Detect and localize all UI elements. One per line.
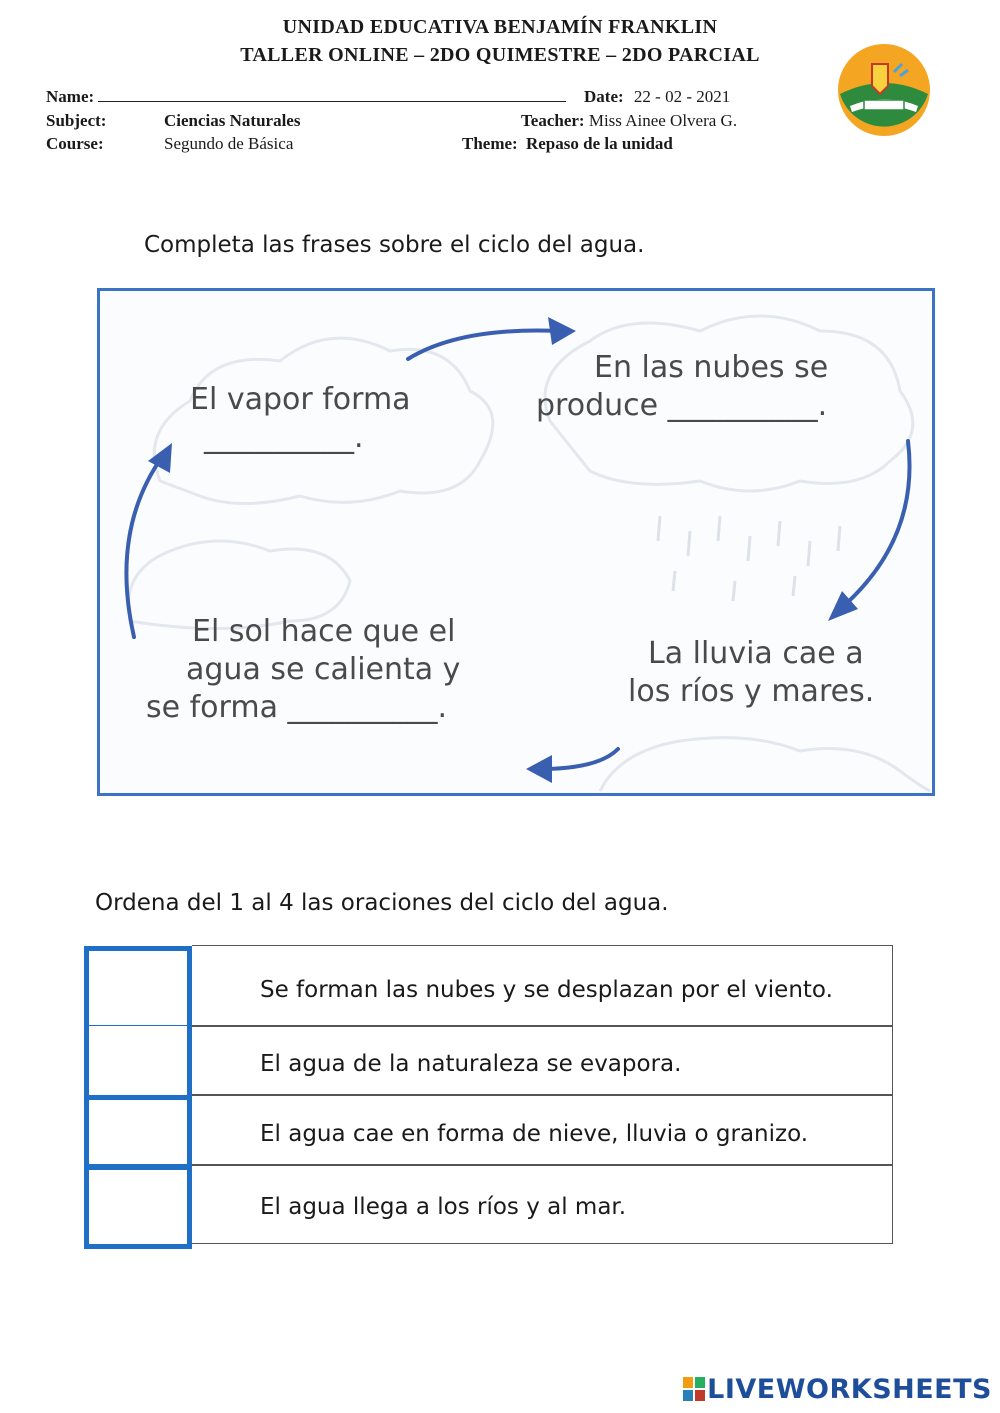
date-label: Date:	[584, 87, 624, 106]
theme-label: Theme:	[462, 134, 518, 153]
order-sentence: El agua de la naturaleza se evapora.	[260, 1051, 682, 1077]
subject-value: Ciencias Naturales	[164, 111, 301, 130]
teacher-label: Teacher:	[521, 111, 585, 130]
order-answer-box[interactable]	[84, 946, 192, 1030]
order-answer-box[interactable]	[84, 1095, 192, 1169]
name-label: Name:	[46, 87, 95, 106]
table-row	[192, 1026, 893, 1095]
table-row	[192, 1095, 893, 1165]
date-value: 22 - 02 - 2021	[633, 87, 731, 106]
order-sentence: Se forman las nubes y se desplazan por el viento.	[260, 977, 833, 1003]
order-answer-box[interactable]	[84, 1026, 192, 1100]
date-row	[584, 87, 730, 107]
cycle-text-vapor: El vapor forma __________.	[190, 382, 411, 455]
liveworksheets-logo	[683, 1374, 992, 1405]
table-row	[192, 945, 893, 1026]
arrow-left	[126, 457, 162, 637]
school-logo	[836, 42, 932, 138]
name-input-line[interactable]	[98, 101, 566, 102]
teacher-value: Miss Ainee Olvera G.	[588, 111, 738, 130]
order-sentence: El agua cae en forma de nieve, lluvia o granizo.	[260, 1121, 809, 1147]
arrow-right	[838, 441, 910, 611]
table-row	[192, 1165, 893, 1244]
course-value: Segundo de Básica	[164, 134, 294, 153]
teacher-row	[521, 111, 737, 131]
school-name: UNIDAD EDUCATIVA BENJAMÍN FRANKLIN	[282, 16, 718, 38]
course-label: Course:	[46, 134, 104, 153]
liveworksheets-text: LIVEWORKSHEETS	[707, 1374, 992, 1405]
cycle-text-sun: El sol hace que el agua se calienta y se forma __________.	[146, 614, 461, 725]
name-row	[46, 87, 566, 107]
theme-row	[462, 134, 673, 154]
order-answer-box[interactable]	[84, 1165, 192, 1249]
cycle-text-rain: La lluvia cae a los ríos y mares.	[628, 636, 875, 709]
cycle-text-clouds: En las nubes se produce __________.	[536, 350, 829, 423]
exercise2-instruction: Ordena del 1 al 4 las oraciones del ciclo del agua.	[95, 890, 669, 916]
subject-label: Subject:	[46, 111, 107, 130]
water-cycle-diagram	[97, 288, 935, 796]
workshop-title: TALLER ONLINE – 2DO QUIMESTRE – 2DO PARCIAL	[240, 44, 760, 66]
lw-badge-icon	[683, 1377, 705, 1401]
exercise1-instruction: Completa las frases sobre el ciclo del agua.	[144, 232, 645, 258]
theme-value: Repaso de la unidad	[525, 134, 673, 153]
order-sentence: El agua llega a los ríos y al mar.	[260, 1194, 627, 1220]
